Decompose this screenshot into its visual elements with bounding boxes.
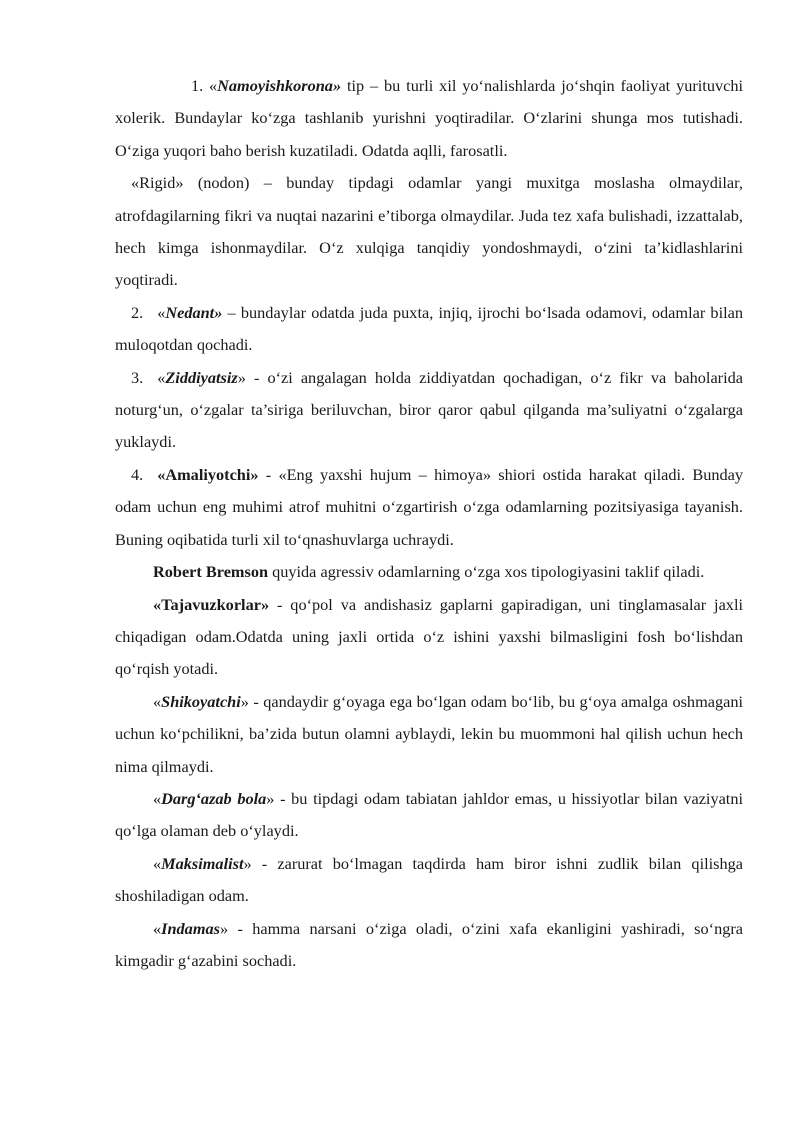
paragraph-text: - bu tipdagi odam tabiatan jahldor emas, u hissiyotlar bilan vaziyatni qo‘lga olaman deb o‘ylaydi. bbox=[115, 788, 743, 841]
term-nedant: Nedant» bbox=[165, 302, 223, 322]
quote-close: » bbox=[237, 367, 246, 387]
quote-close: » bbox=[243, 853, 252, 873]
paragraph-dargazab-bola bbox=[115, 783, 743, 848]
paragraph-maksimalist bbox=[115, 848, 743, 913]
term-shikoyatchi: Shikoyatchi bbox=[161, 691, 241, 711]
term-indamas: Indamas bbox=[161, 918, 220, 938]
term-dargazab-bola: Darg‘azab bola bbox=[161, 788, 267, 808]
term-namoyishkorona: Namoyishkorona» bbox=[217, 76, 342, 95]
quote-close: » bbox=[266, 788, 275, 808]
paragraph-indamas bbox=[115, 913, 743, 978]
paragraph-amaliyotchi bbox=[115, 459, 743, 556]
quote-open: « bbox=[153, 918, 162, 938]
list-number: 4. bbox=[131, 464, 144, 484]
quote-open: « bbox=[209, 76, 218, 95]
paragraph-shikoyatchi bbox=[115, 686, 743, 783]
quote-open: « bbox=[157, 302, 166, 322]
quote-close: » bbox=[240, 691, 249, 711]
term-tajavuzkorlar: «Tajavuzkorlar» bbox=[153, 594, 270, 614]
paragraph-text: quyida agressiv odamlarning o‘zga xos tipologiyasini taklif qiladi. bbox=[268, 562, 705, 582]
list-number: 1. bbox=[191, 76, 204, 95]
list-number: 3. bbox=[131, 367, 144, 387]
paragraph-nedant bbox=[115, 297, 743, 362]
term-maksimalist: Maksimalist bbox=[161, 853, 244, 873]
term-ziddiyatsiz: Ziddiyatsiz bbox=[165, 367, 238, 387]
paragraph-text: - «Eng yaxshi hujum – himoya» shiori ostida harakat qiladi. Bunday odam uchun eng muhimi atrof muhitni o‘zgartirish o‘zga odamlarning pozitsiyasiga tayanish. Buning oqibatida turli xil to‘qnashuvlarga uchraydi. bbox=[115, 464, 743, 549]
paragraph-text: - qo‘pol va andishasiz gaplarni gapiradigan, uni tinglamasalar jaxli chiqadigan odam.Odatda uning jaxli ortida o‘z ishini yaxshi bilmasligini fosh bo‘lishdan qo‘rqish yotadi. bbox=[115, 594, 743, 679]
list-number: 2. bbox=[131, 302, 144, 322]
paragraph-rigid bbox=[115, 167, 743, 297]
paragraph-text: - qandaydir g‘oyaga ega bo‘lgan odam bo‘lib, bu g‘oya amalga oshmagani uchun ko‘pchilikni, ba’zida butun olamni ayblaydi, lekin bu muommoni hal qilish uchun hech nima qilmaydi. bbox=[115, 691, 743, 776]
quote-open: « bbox=[157, 367, 166, 387]
term-amaliyotchi: «Amaliyotchi» bbox=[157, 464, 259, 484]
quote-open: « bbox=[153, 853, 162, 873]
quote-open: « bbox=[153, 691, 162, 711]
paragraph-text: - hamma narsani o‘ziga oladi, o‘zini xafa ekanligini yashiradi, so‘ngra kimgadir g‘azabini sochadi. bbox=[115, 918, 743, 970]
paragraph-text: - zarurat bo‘lmagan taqdirda ham biror ishni zudlik bilan qilishga shoshiladigan odam. bbox=[115, 853, 743, 906]
quote-open: « bbox=[153, 788, 162, 808]
document-page bbox=[115, 70, 743, 977]
paragraph-bremson bbox=[115, 556, 743, 588]
quote-close: » bbox=[219, 918, 229, 938]
paragraph-text: «Rigid» (nodon) – bunday tipdagi odamlar yangi muxitga moslasha olmaydilar, atrofdagilarning fikri va nuqtai nazarini e’tiborga olmaydilar. Juda tez xafa bulishadi, izzattalab, hech kimga ishonmaydilar. O‘z xulqiga tanqidiy yondoshmaydi, o‘zini ta’kidlashlarini yoqtiradi. bbox=[115, 173, 743, 290]
paragraph-text: tip – bu turli xil yo‘nalishlarda jo‘shqin faoliyat yurituvchi xolerik. Bundaylar ko‘zga tashlanib yurishni yoqtiradilar. O‘zlarini shunga mos tutishadi. O‘ziga yuqori baho berish kuzatiladi. Odatda aqlli, farosatli. bbox=[115, 76, 743, 160]
paragraph-tajavuzkorlar bbox=[115, 589, 743, 686]
paragraph-text: – bundaylar odatda juda puxta, injiq, ijrochi bo‘lsada odamovi, odamlar bilan muloqotdan qochadi. bbox=[115, 302, 743, 355]
author-name: Robert Bremson bbox=[153, 562, 269, 582]
paragraph-namoyishkorona bbox=[115, 70, 743, 167]
paragraph-text: - o‘zi angalagan holda ziddiyatdan qochadigan, o‘z fikr va baholarida noturg‘un, o‘zgalar ta’siriga beriluvchan, biror qaror qabul qilganda ma’suliyatni o‘zgalarga yuklaydi. bbox=[115, 367, 743, 452]
paragraph-ziddiyatsiz bbox=[115, 362, 743, 459]
